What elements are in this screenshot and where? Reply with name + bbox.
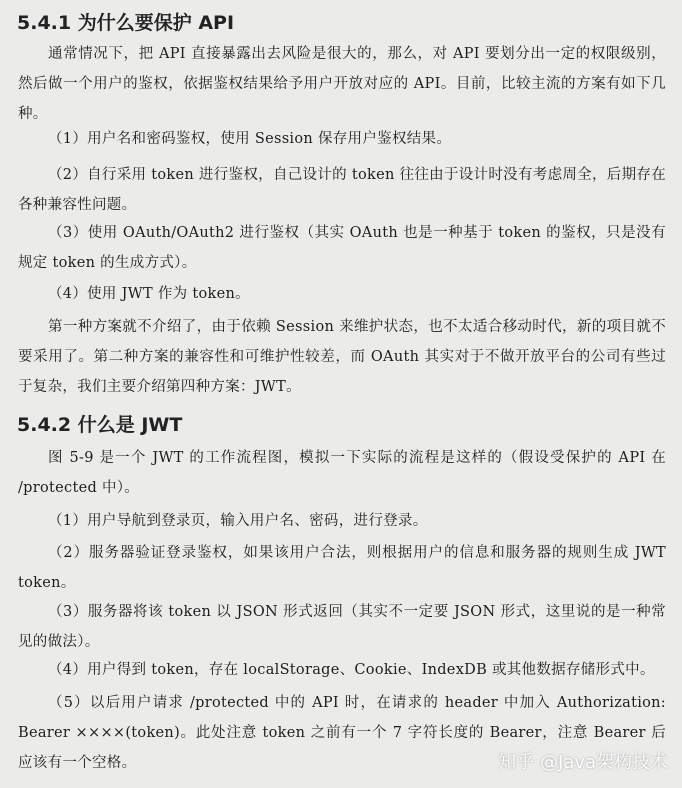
list-item-session-auth: （1）用户名和密码鉴权，使用 Session 保存用户鉴权结果。 (48, 131, 452, 147)
list-item-store-token: （4）用户得到 token，存在 localStorage、Cookie、IndexDB 或其他数据存储形式中。 (48, 662, 655, 678)
paragraph-scheme-comparison: 第一种方案就不介绍了，由于依赖 Session 来维护状态，也不太适合移动时代，新的项目就不要采用了。第二种方案的兼容性和可维护性较差，而 OAuth 其实对于不做开放平台的公司有些过于复杂，我们主要介绍第四种方案：JWT。 (18, 319, 666, 395)
list-item-jwt: （4）使用 JWT 作为 token。 (48, 286, 250, 302)
list-item-login: （1）用户导航到登录页，输入用户名、密码，进行登录。 (48, 513, 428, 529)
section-heading-what-is-jwt: 5.4.2 什么是 JWT (17, 414, 183, 436)
list-item-oauth: （3）使用 OAuth/OAuth2 进行鉴权（其实 OAuth 也是一种基于 token 的鉴权，只是没有规定 token 的生成方式）。 (18, 225, 666, 271)
section-heading-why-protect-api: 5.4.1 为什么要保护 API (17, 12, 235, 34)
list-item-authorization-header: （5）以后用户请求 /protected 中的 API 时，在请求的 header 中加入 Authorization: Bearer ××××(token)。此处注意 token 之前有一个 7 字符长度的 Bearer，注意 Bearer 后应该有一个空格。 (18, 695, 666, 771)
list-item-return-json: （3）服务器将该 token 以 JSON 形式返回（其实不一定要 JSON 形式，这里说的是一种常见的做法）。 (18, 604, 666, 650)
list-item-server-verify: （2）服务器验证登录鉴权，如果该用户合法，则根据用户的信息和服务器的规则生成 JWT token。 (18, 545, 666, 591)
list-item-custom-token: （2）自行采用 token 进行鉴权，自己设计的 token 往往由于设计时没有考虑周全，后期存在各种兼容性问题。 (18, 167, 666, 213)
paragraph-jwt-flow-intro: 图 5-9 是一个 JWT 的工作流程图，模拟一下实际的流程是这样的（假设受保护的 API 在 /protected 中）。 (18, 450, 666, 496)
zhihu-watermark: 知乎 @Java架构技术 (498, 752, 668, 773)
paragraph-api-risk-intro: 通常情况下，把 API 直接暴露出去风险是很大的，那么，对 API 要划分出一定的权限级别，然后做一个用户的鉴权，依据鉴权结果给予用户开放对应的 API。目前，比较主流的方案有如下几种。 (18, 46, 666, 122)
